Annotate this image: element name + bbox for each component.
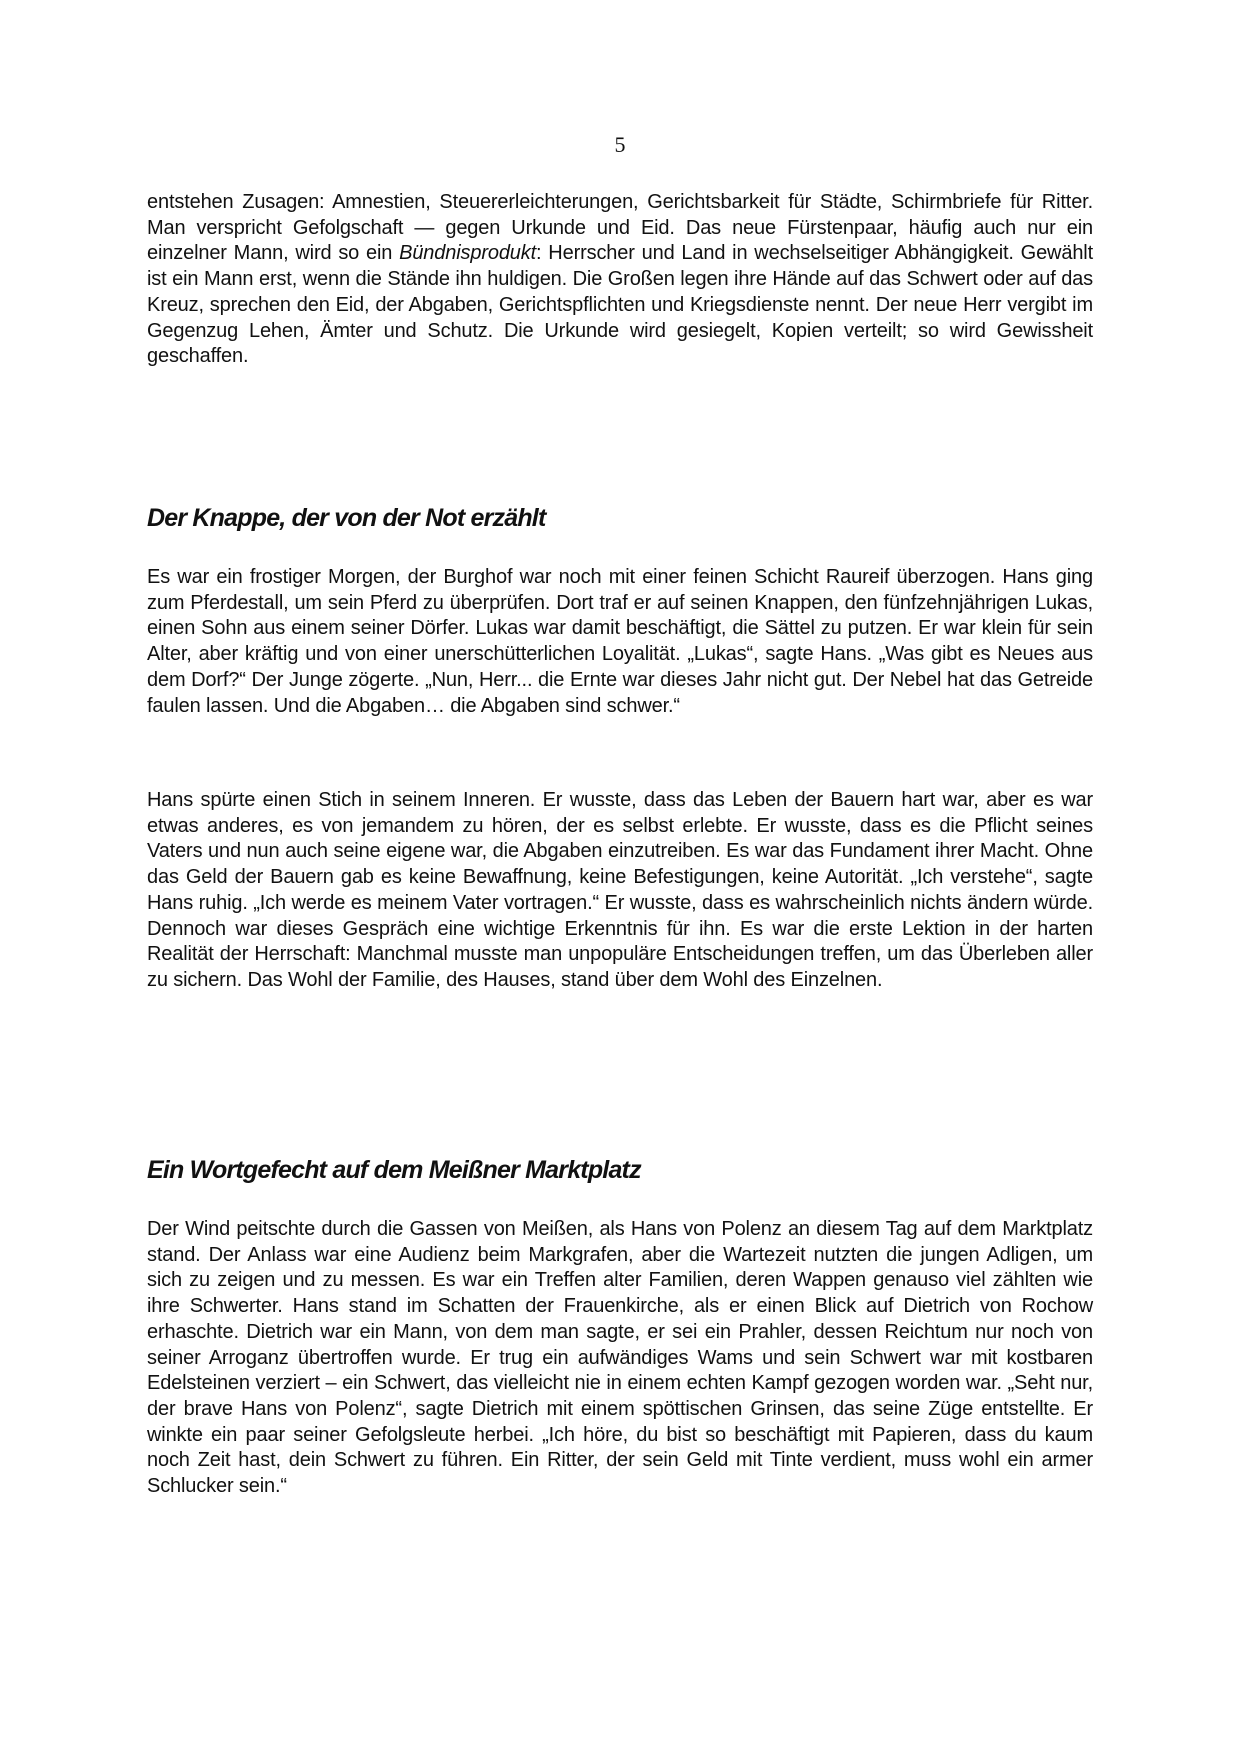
- section-heading-wortgefecht: Ein Wortgefecht auf dem Meißner Marktplatz: [147, 1156, 641, 1184]
- section-wortgefecht-paragraph-1: Der Wind peitschte durch die Gassen von Meißen, als Hans von Polenz an diesem Tag auf dem Marktplatz stand. Der Anlass war eine Audienz beim Markgrafen, aber die Wartezeit nutzten die jungen Adligen, um sich zu zeigen und zu messen. Es war ein Treffen alter Familien, deren Wappen genauso viel zählten wie ihre Schwerter. Hans stand im Schatten der Frauenkirche, als er einen Blick auf Dietrich von Rochow erhaschte. Dietrich war ein Mann, von dem man sagte, er sei ein Prahler, dessen Reichtum nur noch von seiner Arroganz übertroffen wurde. Er trug ein aufwändiges Wams und sein Schwert war mit kostbaren Edelsteinen verziert – ein Schwert, das vielleicht nie in einem echten Kampf gezogen worden war. „Seht nur, der brave Hans von Polenz“, sagte Dietrich mit einem spöttischen Grinsen, das seine Züge entstellte. Er winkte ein paar seiner Gefolgsleute herbei. „Ich höre, du bist so beschäftigt mit Papieren, dass du kaum noch Zeit hast, dein Schwert zu führen. Ein Ritter, der sein Geld mit Tinte verdient, muss wohl ein armer Schlucker sein.“: [147, 1218, 1093, 1498]
- page-number: 5: [614, 132, 626, 157]
- section-knappe-paragraph-1: Es war ein frostiger Morgen, der Burghof war noch mit einer feinen Schicht Raureif überzogen. Hans ging zum Pferdestall, um sein Pferd zu überprüfen. Dort traf er auf seinen Knappen, den fünfzehnjährigen Lukas, einen Sohn aus einem seiner Dörfer. Lukas war damit beschäftigt, die Sättel zu putzen. Er war klein für sein Alter, aber kräftig und von einer unerschütterlichen Loyalität. „Lukas“, sagte Hans. „Was gibt es Neues aus dem Dorf?“ Der Junge zögerte. „Nun, Herr... die Ernte war dieses Jahr nicht gut. Der Nebel hat das Getreide faulen lassen. Und die Abgaben… die Abgaben sind schwer.“: [147, 566, 1093, 717]
- intro-paragraph: [147, 190, 1093, 370]
- section-knappe-paragraph-2: Hans spürte einen Stich in seinem Inneren. Er wusste, dass das Leben der Bauern hart war, aber es war etwas anderes, es von jemandem zu hören, der es selbst erlebte. Er wusste, dass es die Pflicht seines Vaters und nun auch seine eigene war, die Abgaben einzutreiben. Es war das Fundament ihrer Macht. Ohne das Geld der Bauern gab es keine Bewaffnung, keine Befestigungen, keine Autorität. „Ich verstehe“, sagte Hans ruhig. „Ich werde es meinem Vater vortragen.“ Er wusste, dass es wahrscheinlich nichts ändern würde. Dennoch war dieses Gespräch eine wichtige Erkenntnis für ihn. Es war die erste Lektion in der harten Realität der Herrschaft: Manchmal musste man unpopuläre Entscheidungen treffen, um das Überleben aller zu sichern. Das Wohl der Familie, des Hauses, stand über dem Wohl des Einzelnen.: [147, 789, 1093, 991]
- intro-text-end: : Herrscher und Land in wechselseitiger Abhängigkeit. Gewählt ist ein Mann erst, wenn die Stände ihn huldigen. Die Großen legen ihre Hände auf das Schwert oder auf das Kreuz, sprechen den Eid, der Abgaben, Gerichtspflichten und Kriegsdienste nennt. Der neue Herr vergibt im Gegenzug Lehen, Ämter und Schutz. Die Urkunde wird gesiegelt, Kopien verteilt; so wird Gewissheit geschaffen.: [147, 242, 1093, 368]
- section-heading-knappe: Der Knappe, der von der Not erzählt: [147, 504, 546, 532]
- intro-emphasis: Bündnisprodukt: [399, 242, 537, 265]
- intro-text-start: entstehen Zusagen: Amnestien, Steuererleichterungen, Gerichtsbarkeit für Städte, Schirmbriefe für Ritter. Man verspricht Gefolgschaft — gegen Urkunde und Eid. Das neue Fürstenpaar, häufig auch nur ein einzelner Mann, wird so ein: [147, 191, 1093, 265]
